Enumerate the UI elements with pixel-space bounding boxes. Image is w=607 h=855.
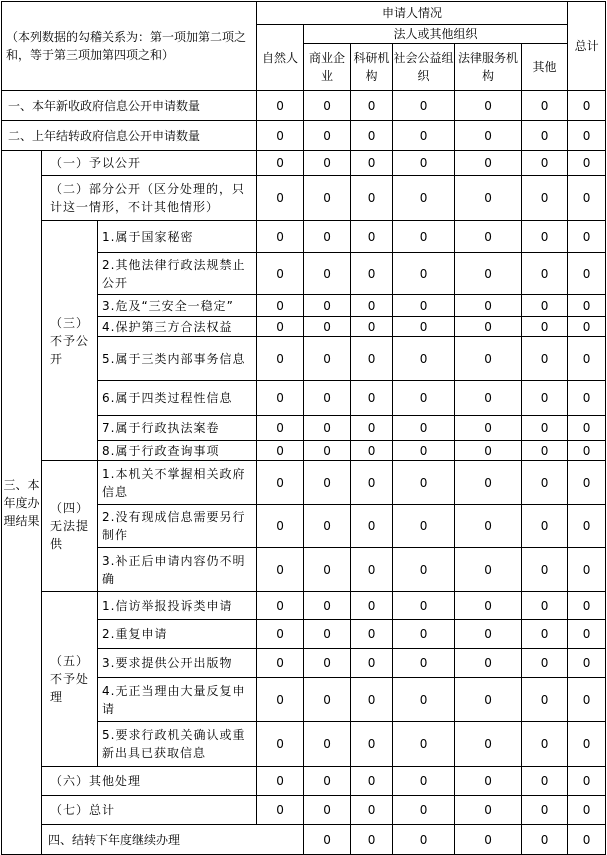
cell-value: 0 [304, 505, 351, 548]
cell-value: 0 [393, 121, 455, 151]
cell-value: 0 [257, 722, 304, 767]
section-3-label: 三、本年度办理结果 [2, 151, 42, 855]
cell-value: 0 [257, 253, 304, 295]
cell-value: 0 [257, 620, 304, 649]
gov-info-disclosure-table [1, 1, 606, 855]
row-label: 2.其他法律行政法规禁止公开 [98, 253, 257, 295]
cell-value: 0 [393, 796, 455, 825]
row-label: 5.要求行政机关确认或重新出具已获取信息 [98, 722, 257, 767]
cell-value: 0 [522, 91, 568, 121]
cell-value: 0 [455, 151, 522, 176]
row-label: 5.属于三类内部事务信息 [98, 337, 257, 381]
cell-value: 0 [257, 317, 304, 337]
cell-value: 0 [304, 151, 351, 176]
table-row [2, 221, 606, 253]
cell-value: 0 [351, 416, 393, 441]
cell-value: 0 [522, 295, 568, 317]
row-label: 7.属于行政执法案卷 [98, 416, 257, 441]
cell-value: 0 [393, 825, 455, 855]
cell-value: 0 [568, 505, 606, 548]
cell-value: 0 [522, 722, 568, 767]
cell-value: 0 [393, 221, 455, 253]
group-4-label: （四）无法提供 [42, 461, 98, 592]
cell-value: 0 [393, 620, 455, 649]
cell-value: 0 [455, 416, 522, 441]
cell-value: 0 [393, 678, 455, 722]
cell-value: 0 [304, 176, 351, 221]
cell-value: 0 [455, 317, 522, 337]
cell-value: 0 [568, 767, 606, 796]
applicant-header: 申请人情况 [257, 2, 568, 25]
social-header: 社会公益组织 [393, 44, 455, 91]
cell-value: 0 [351, 381, 393, 416]
cell-value: 0 [522, 678, 568, 722]
cell-value: 0 [455, 649, 522, 678]
cell-value: 0 [568, 796, 606, 825]
cell-value: 0 [304, 121, 351, 151]
row-label: 二、上年结转政府信息公开申请数量 [2, 121, 257, 151]
cell-value: 0 [522, 381, 568, 416]
cell-value: 0 [455, 337, 522, 381]
table-row [2, 767, 606, 796]
cell-value: 0 [257, 796, 304, 825]
cell-value: 0 [568, 91, 606, 121]
cell-value: 0 [257, 649, 304, 678]
cell-value: 0 [351, 678, 393, 722]
table-note: （本列数据的勾稽关系为：第一项加第二项之和，等于第三项加第四项之和） [2, 2, 257, 91]
cell-value: 0 [522, 461, 568, 505]
row-label: 2.没有现成信息需要另行制作 [98, 505, 257, 548]
cell-value: 0 [351, 91, 393, 121]
cell-value: 0 [351, 151, 393, 176]
cell-value: 0 [522, 441, 568, 461]
cell-value: 0 [304, 796, 351, 825]
cell-value: 0 [568, 825, 606, 855]
cell-value: 0 [455, 722, 522, 767]
cell-value: 0 [455, 381, 522, 416]
row-label: 3.要求提供公开出版物 [98, 649, 257, 678]
cell-value: 0 [455, 548, 522, 592]
table-row [2, 91, 606, 121]
legal-entity-header: 法人或其他组织 [304, 25, 568, 44]
cell-value: 0 [522, 620, 568, 649]
cell-value: 0 [304, 91, 351, 121]
cell-value: 0 [568, 221, 606, 253]
cell-value: 0 [351, 121, 393, 151]
table-row [2, 592, 606, 620]
row-label: （一）予以公开 [42, 151, 257, 176]
cell-value: 0 [455, 825, 522, 855]
cell-value: 0 [393, 441, 455, 461]
cell-value: 0 [522, 151, 568, 176]
table-row [2, 796, 606, 825]
cell-value: 0 [455, 253, 522, 295]
cell-value: 0 [257, 505, 304, 548]
cell-value: 0 [257, 295, 304, 317]
cell-value: 0 [304, 381, 351, 416]
row-label: 1.属于国家秘密 [98, 221, 257, 253]
cell-value: 0 [522, 767, 568, 796]
cell-value: 0 [351, 722, 393, 767]
cell-value: 0 [393, 722, 455, 767]
cell-value: 0 [455, 767, 522, 796]
cell-value: 0 [304, 722, 351, 767]
cell-value: 0 [351, 505, 393, 548]
cell-value: 0 [568, 461, 606, 505]
cell-value: 0 [568, 381, 606, 416]
cell-value: 0 [568, 441, 606, 461]
cell-value: 0 [568, 620, 606, 649]
row-label: 2.重复申请 [98, 620, 257, 649]
cell-value: 0 [351, 548, 393, 592]
other-header: 其他 [522, 44, 568, 91]
commercial-header: 商业企业 [304, 44, 351, 91]
cell-value: 0 [568, 649, 606, 678]
table-row [2, 151, 606, 176]
cell-value: 0 [393, 337, 455, 381]
cell-value: 0 [304, 767, 351, 796]
cell-value: 0 [568, 253, 606, 295]
cell-value: 0 [455, 461, 522, 505]
cell-value: 0 [393, 592, 455, 620]
cell-value: 0 [257, 441, 304, 461]
research-header: 科研机构 [351, 44, 393, 91]
cell-value: 0 [455, 441, 522, 461]
row-label: 6.属于四类过程性信息 [98, 381, 257, 416]
cell-value: 0 [393, 767, 455, 796]
cell-value: 0 [257, 221, 304, 253]
cell-value: 0 [351, 176, 393, 221]
row-label: 3.危及“三安全一稳定” [98, 295, 257, 317]
cell-value: 0 [351, 221, 393, 253]
group-5-label: （五）不予处理 [42, 592, 98, 767]
cell-value: 0 [568, 722, 606, 767]
cell-value: 0 [522, 337, 568, 381]
row-label: 1.信访举报投诉类申请 [98, 592, 257, 620]
cell-value: 0 [351, 796, 393, 825]
cell-value: 0 [522, 416, 568, 441]
cell-value: 0 [351, 441, 393, 461]
cell-value: 0 [455, 678, 522, 722]
cell-value: 0 [393, 295, 455, 317]
cell-value: 0 [455, 221, 522, 253]
cell-value: 0 [351, 649, 393, 678]
cell-value: 0 [304, 295, 351, 317]
cell-value: 0 [522, 548, 568, 592]
cell-value: 0 [393, 151, 455, 176]
cell-value: 0 [568, 548, 606, 592]
cell-value: 0 [351, 337, 393, 381]
cell-value: 0 [568, 416, 606, 441]
cell-value: 0 [522, 649, 568, 678]
row-label: 1.本机关不掌握相关政府信息 [98, 461, 257, 505]
total-header: 总计 [568, 2, 606, 91]
cell-value: 0 [455, 91, 522, 121]
cell-value: 0 [351, 592, 393, 620]
row-label: 4.无正当理由大量反复申请 [98, 678, 257, 722]
cell-value: 0 [257, 592, 304, 620]
cell-value: 0 [257, 461, 304, 505]
cell-value: 0 [455, 620, 522, 649]
cell-value: 0 [304, 337, 351, 381]
cell-value: 0 [304, 416, 351, 441]
cell-value: 0 [455, 121, 522, 151]
cell-value: 0 [304, 592, 351, 620]
cell-value: 0 [568, 678, 606, 722]
cell-value: 0 [568, 337, 606, 381]
row-label: （二）部分公开（区分处理的，只计这一情形，不计其他情形） [42, 176, 257, 221]
cell-value: 0 [393, 548, 455, 592]
cell-value: 0 [351, 825, 393, 855]
cell-value: 0 [522, 825, 568, 855]
cell-value: 0 [455, 505, 522, 548]
cell-value: 0 [304, 253, 351, 295]
natural-person-header: 自然人 [257, 25, 304, 91]
row-label: 3.补正后申请内容仍不明确 [98, 548, 257, 592]
cell-value: 0 [522, 592, 568, 620]
cell-value: 0 [351, 317, 393, 337]
cell-value: 0 [393, 461, 455, 505]
cell-value: 0 [455, 592, 522, 620]
table-row [2, 461, 606, 505]
cell-value: 0 [304, 317, 351, 337]
row-label: （七）总计 [42, 796, 257, 825]
row-label: 一、本年新收政府信息公开申请数量 [2, 91, 257, 121]
cell-value: 0 [522, 505, 568, 548]
cell-value: 0 [304, 649, 351, 678]
cell-value: 0 [304, 441, 351, 461]
cell-value: 0 [304, 620, 351, 649]
cell-value: 0 [351, 767, 393, 796]
cell-value: 0 [257, 767, 304, 796]
cell-value: 0 [568, 295, 606, 317]
cell-value: 0 [393, 416, 455, 441]
cell-value: 0 [393, 317, 455, 337]
cell-value: 0 [568, 121, 606, 151]
row-label: （六）其他处理 [42, 767, 257, 796]
cell-value: 0 [257, 678, 304, 722]
cell-value: 0 [257, 91, 304, 121]
cell-value: 0 [351, 620, 393, 649]
group-3-label: （三）不予公开 [42, 221, 98, 461]
cell-value: 0 [455, 295, 522, 317]
cell-value: 0 [257, 416, 304, 441]
cell-value: 0 [351, 253, 393, 295]
table-row [2, 176, 606, 221]
cell-value: 0 [522, 176, 568, 221]
row-label: 8.属于行政查询事项 [98, 441, 257, 461]
cell-value: 0 [522, 796, 568, 825]
cell-value: 0 [351, 295, 393, 317]
cell-value: 0 [522, 121, 568, 151]
cell-value: 0 [257, 381, 304, 416]
cell-value: 0 [522, 253, 568, 295]
cell-value: 0 [257, 176, 304, 221]
table-row [2, 825, 606, 855]
table-row [2, 121, 606, 151]
cell-value: 0 [257, 337, 304, 381]
cell-value: 0 [568, 317, 606, 337]
cell-value: 0 [351, 461, 393, 505]
cell-value: 0 [257, 548, 304, 592]
cell-value: 0 [257, 121, 304, 151]
cell-value: 0 [568, 151, 606, 176]
cell-value: 0 [568, 592, 606, 620]
cell-value: 0 [304, 825, 351, 855]
cell-value: 0 [455, 796, 522, 825]
cell-value: 0 [522, 317, 568, 337]
cell-value: 0 [455, 176, 522, 221]
row-label: 四、结转下年度继续办理 [42, 825, 304, 855]
cell-value: 0 [393, 649, 455, 678]
row-label: 4.保护第三方合法权益 [98, 317, 257, 337]
cell-value: 0 [304, 221, 351, 253]
cell-value: 0 [393, 505, 455, 548]
cell-value: 0 [393, 253, 455, 295]
cell-value: 0 [304, 461, 351, 505]
cell-value: 0 [393, 176, 455, 221]
cell-value: 0 [304, 548, 351, 592]
cell-value: 0 [522, 221, 568, 253]
cell-value: 0 [393, 91, 455, 121]
cell-value: 0 [568, 176, 606, 221]
legal-service-header: 法律服务机构 [455, 44, 522, 91]
cell-value: 0 [257, 151, 304, 176]
cell-value: 0 [393, 381, 455, 416]
cell-value: 0 [304, 678, 351, 722]
